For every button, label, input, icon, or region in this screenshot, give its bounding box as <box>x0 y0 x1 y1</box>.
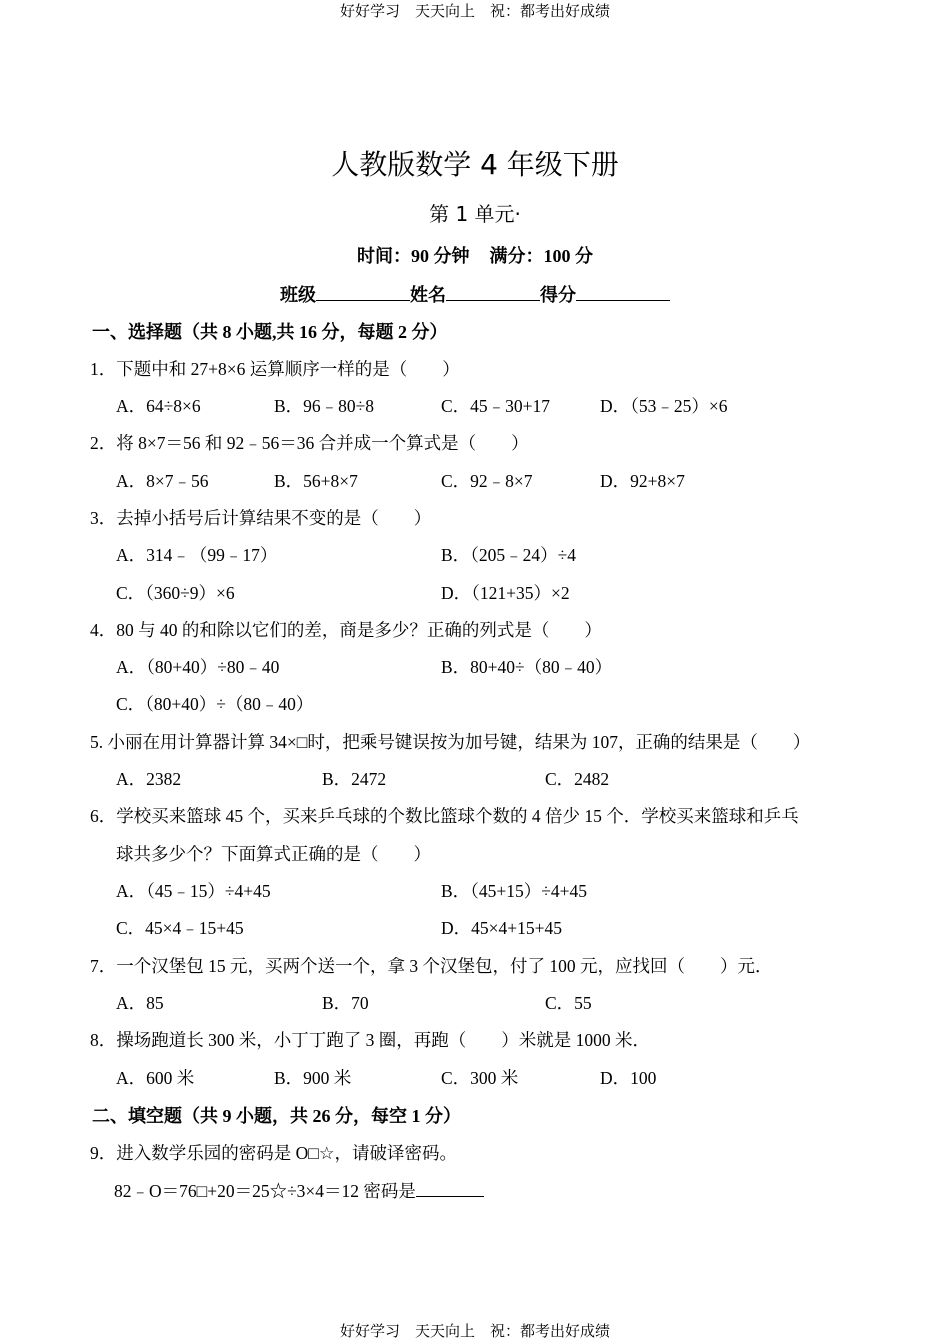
question-3: 3．去掉小括号后计算结果不变的是（ ） <box>90 508 432 528</box>
q2-option-d: D．92+8×7 <box>600 471 685 491</box>
question-2: 2．将 8×7＝56 和 92﹣56＝36 合并成一个算式是（ ） <box>90 433 529 453</box>
q3-option-b: B．（205﹣24）÷4 <box>441 545 577 565</box>
grade-label: 得分 <box>540 285 576 305</box>
class-blank[interactable] <box>316 282 410 301</box>
question-7: 7．一个汉堡包 15 元，买两个送一个，拿 3 个汉堡包，付了 100 元，应找回（ ）元． <box>90 956 773 976</box>
q9-equation: 82﹣O＝76□+20＝25☆÷3×4＝12 密码是 <box>114 1181 416 1201</box>
page-header: 好好学习 天天向上 祝：都考出好成绩 <box>339 2 610 20</box>
q8-option-b: B．900 米 <box>274 1068 352 1088</box>
q8-option-c: C．300 米 <box>441 1068 519 1088</box>
password-blank[interactable] <box>416 1180 484 1197</box>
page-footer: 好好学习 天天向上 祝：都考出好成绩 <box>339 1322 610 1340</box>
q2-option-c: C．92﹣8×7 <box>441 471 533 491</box>
q4-option-a: A．（80+40）÷80﹣40 <box>116 657 280 677</box>
q2-option-a: A．8×7﹣56 <box>116 471 209 491</box>
q4-option-c: C．（80+40）÷（80﹣40） <box>116 694 314 714</box>
section-fill-heading: 二、填空题（共 9 小题，共 26 分，每空 1 分） <box>92 1106 461 1126</box>
q5-option-c: C．2482 <box>545 769 610 789</box>
q3-option-c: C．（360÷9）×6 <box>116 583 235 603</box>
question-8: 8．操场跑道长 300 米，小丁丁跑了 3 圈，再跑（ ）米就是 1000 米． <box>90 1030 650 1050</box>
exam-info <box>0 242 950 268</box>
name-blank[interactable] <box>446 282 540 301</box>
section-choice-heading: 一、选择题（共 8 小题,共 16 分，每题 2 分） <box>92 322 448 342</box>
q5-option-a: A．2382 <box>116 769 182 789</box>
q1-option-d: D．（53﹣25）×6 <box>600 396 728 416</box>
name-label: 姓名 <box>410 285 446 305</box>
q7-option-b: B．70 <box>322 993 369 1013</box>
q8-option-a: A．600 米 <box>116 1068 195 1088</box>
class-label: 班级 <box>280 285 316 305</box>
exam-title: 人教版数学 4 年级下册 <box>331 148 619 181</box>
question-6: 6．学校买来篮球 45 个，买来乒乓球的个数比篮球个数的 4 倍少 15 个．学校买来篮球和乒乓 <box>90 806 799 826</box>
q3-option-a: A．314﹣（99﹣17） <box>116 545 278 565</box>
q3-option-d: D．（121+35）×2 <box>441 583 570 603</box>
question-1: 1．下题中和 27+8×6 运算顺序一样的是（ ） <box>90 359 460 379</box>
exam-score: 满分：100 分 <box>489 246 593 266</box>
q4-option-b: B．80+40÷（80﹣40） <box>441 657 613 677</box>
q6-option-c: C．45×4﹣15+45 <box>116 918 244 938</box>
student-info-line <box>0 281 950 307</box>
q8-option-d: D．100 <box>600 1068 657 1088</box>
q1-option-b: B．96﹣80÷8 <box>274 396 375 416</box>
q9-equation-line <box>114 1178 484 1203</box>
q7-option-c: C．55 <box>545 993 592 1013</box>
q7-option-a: A．85 <box>116 993 164 1013</box>
q6-option-a: A．（45﹣15）÷4+45 <box>116 881 271 901</box>
question-5: 5. 小丽在用计算器计算 34×□时，把乘号键误按为加号键，结果为 107，正确的结果是（ ） <box>90 732 811 752</box>
grade-blank[interactable] <box>576 282 670 301</box>
exam-time: 时间：90 分钟 <box>357 246 470 266</box>
question-6-continued: 球共多少个？下面算式正确的是（ ） <box>116 844 431 864</box>
q6-option-b: B．（45+15）÷4+45 <box>441 881 588 901</box>
exam-subtitle: 第 1 单元· <box>429 202 521 226</box>
question-4: 4．80 与 40 的和除以它们的差，商是多少？正确的列式是（ ） <box>90 620 602 640</box>
question-9: 9．进入数学乐园的密码是 O□☆，请破译密码。 <box>90 1143 458 1163</box>
q1-option-c: C．45﹣30+17 <box>441 396 551 416</box>
q6-option-d: D．45×4+15+45 <box>441 918 562 938</box>
q1-option-a: A．64÷8×6 <box>116 396 201 416</box>
q2-option-b: B．56+8×7 <box>274 471 358 491</box>
q5-option-b: B．2472 <box>322 769 387 789</box>
